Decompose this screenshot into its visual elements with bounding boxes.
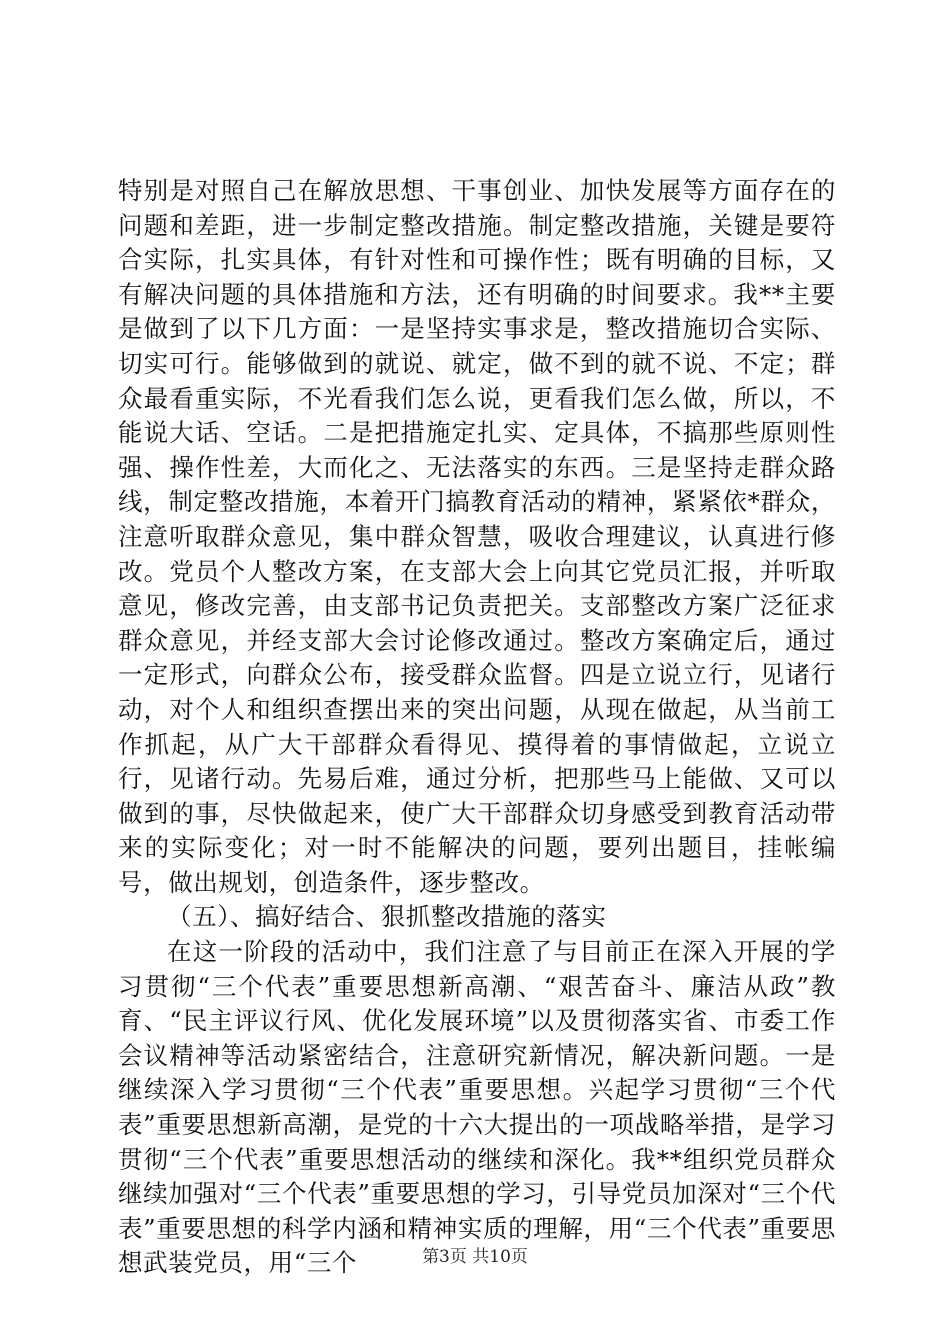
document-body (118, 174, 836, 1281)
body-paragraph-1: 特别是对照自己在解放思想、干事创业、加快发展等方面存在的问题和差距，进一步制定整改措施。制定整改措施，关键是要符合实际，扎实具体，有针对性和可操作性；既有明确的目标，又有解决问题的具体措施和方法，还有明确的时间要求。我**主要是做到了以下几方面：一是坚持实事求是，整改措施切合实际、切实可行。能够做到的就说、就定，做不到的就不说、不定；群众最看重实际，不光看我们怎么说，更看我们怎么做，所以，不能说大话、空话。二是把措施定扎实、定具体，不搞那些原则性强、操作性差，大而化之、无法落实的东西。三是坚持走群众路线，制定整改措施，本着开门搞教育活动的精神，紧紧依*群众，注意听取群众意见，集中群众智慧，吸收合理建议，认真进行修改。党员个人整改方案，在支部大会上向其它党员汇报，并听取意见，修改完善，由支部书记负责把关。支部整改方案广泛征求群众意见，并经支部大会讨论修改通过。整改方案确定后，通过一定形式，向群众公布，接受群众监督。四是立说立行，见诸行动，对个人和组织查摆出来的突出问题，从现在做起，从当前工作抓起，从广大干部群众看得见、摸得着的事情做起，立说立行，见诸行动。先易后难，通过分析，把那些马上能做、又可以做到的事，尽快做起来，使广大干部群众切身感受到教育活动带来的实际变化；对一时不能解决的问题，要列出题目，挂帐编号，做出规划，创造条件，逐步整改。 (118, 176, 836, 897)
body-paragraph-2: 在这一阶段的活动中，我们注意了与目前正在深入开展的学习贯彻“三个代表”重要思想新高潮、“艰苦奋斗、廉洁从政”教育、“民主评议行风、优化发展环境”以及贯彻落实省、市委工作会议精神等活动紧密结合，注意研究新情况，解决新问题。一是继续深入学习贯彻“三个代表”重要思想。兴起学习贯彻“三个代表”重要思想新高潮，是党的十六大提出的一项战略举措，是学习贯彻“三个代表”重要思想活动的继续和深化。我**组织党员群众继续加强对“三个代表”重要思想的学习，引导党员加深对“三个代表”重要思想的科学内涵和精神实质的理解，用“三个代表”重要思想武装党员，用“三个 (118, 937, 836, 1278)
section-heading-5: （五）、搞好结合、狠抓整改措施的落实 (167, 902, 607, 932)
page-footer: 第3页 共10页 (422, 1247, 528, 1267)
